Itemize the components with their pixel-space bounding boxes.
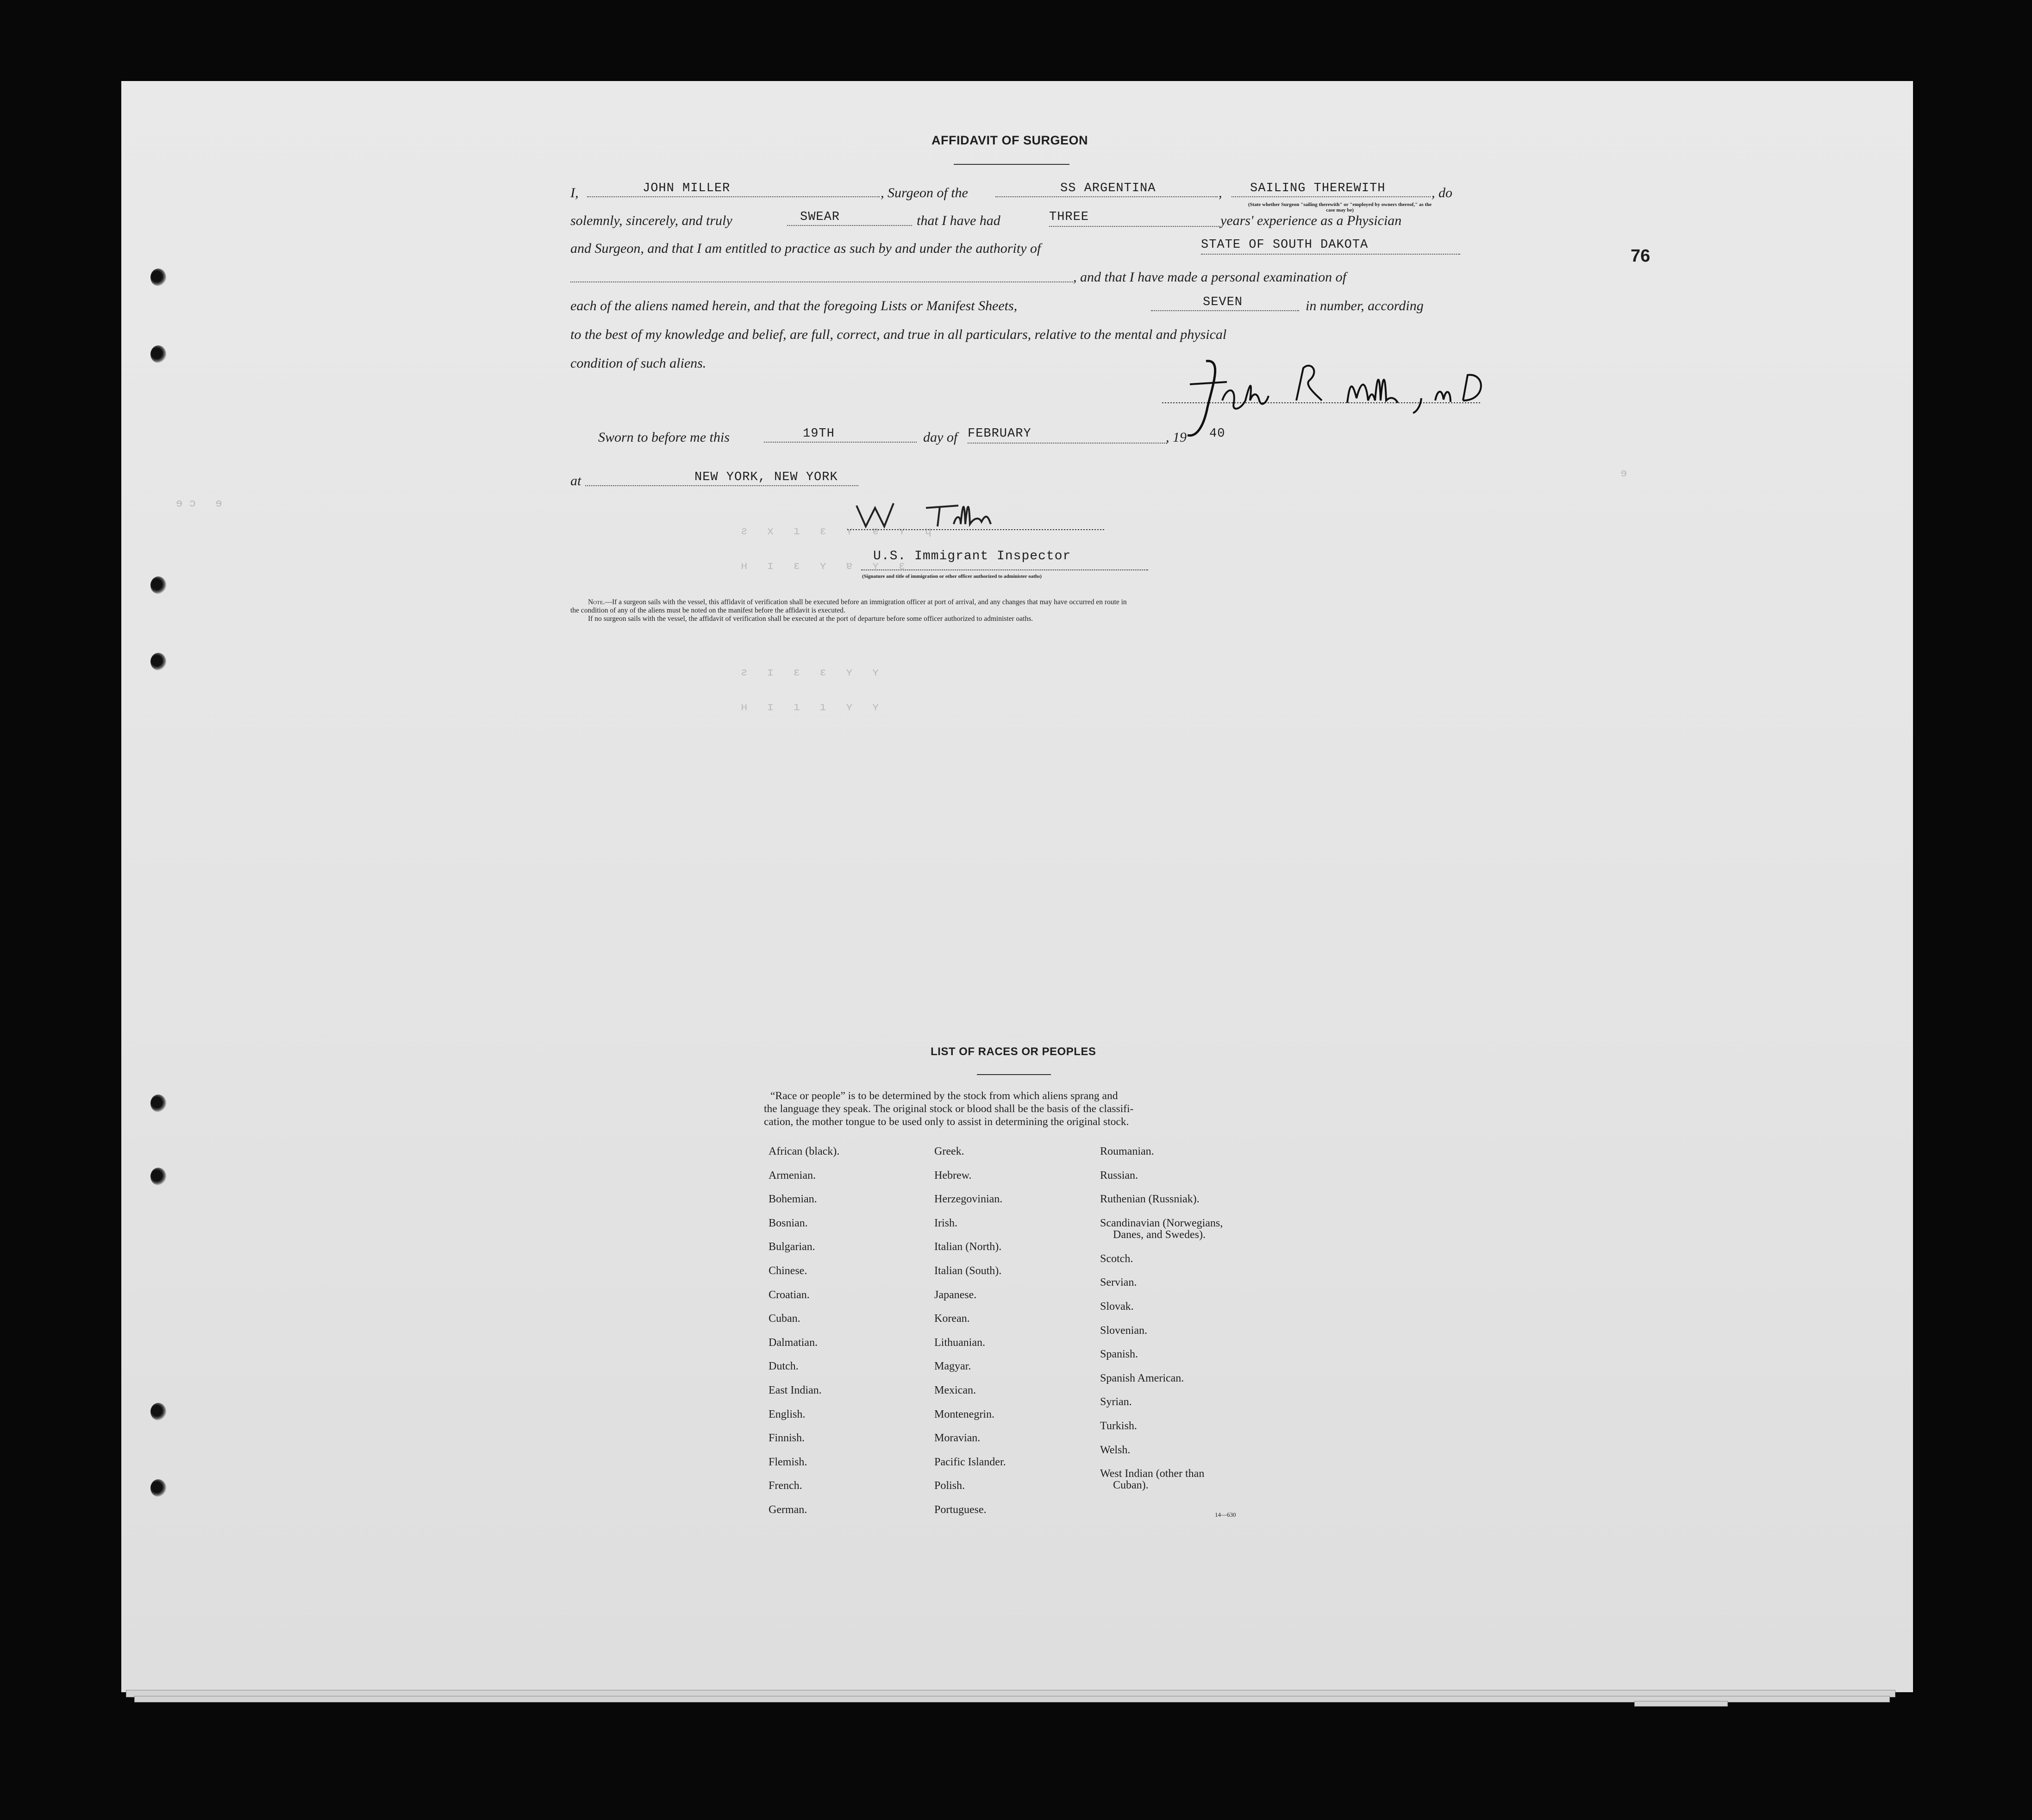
race-item-line: Scandinavian (Norwegians, bbox=[1100, 1217, 1223, 1229]
text-in-number: in number, according bbox=[1306, 298, 1424, 313]
race-item-line: Syrian. bbox=[1100, 1396, 1132, 1408]
text-best-knowledge: to the best of my knowledge and belief, are full, correct, and true in all particulars, relative to the mental and physical bbox=[570, 327, 1227, 342]
race-item bbox=[1100, 1276, 1137, 1289]
vessel-field: SS ARGENTINA bbox=[995, 181, 1218, 197]
race-item: East Indian. bbox=[769, 1384, 822, 1396]
race-item-line: Slovak. bbox=[1100, 1301, 1134, 1313]
race-item: Japanese. bbox=[934, 1288, 977, 1301]
race-item-line: Welsh. bbox=[1100, 1444, 1131, 1456]
race-item bbox=[1100, 1193, 1200, 1206]
affidavit-note bbox=[588, 598, 1127, 606]
races-intro-line-1: “Race or people” is to be determined by the stock from which aliens sprang and bbox=[770, 1090, 1118, 1102]
race-item bbox=[1100, 1253, 1133, 1265]
affidavit-title: AFFIDAVIT OF SURGEON bbox=[932, 133, 1088, 147]
oath-field: SWEAR bbox=[787, 209, 912, 226]
race-item: French. bbox=[769, 1480, 802, 1492]
years-field: THREE bbox=[1049, 209, 1220, 227]
title-rule bbox=[954, 164, 1069, 165]
form-number: 14—630 bbox=[1215, 1511, 1236, 1518]
race-item-line: Slovenian. bbox=[1100, 1324, 1147, 1337]
race-item: Finnish. bbox=[769, 1432, 805, 1445]
race-item: Korean. bbox=[934, 1313, 970, 1325]
race-item: Irish. bbox=[934, 1217, 957, 1229]
race-item: Armenian. bbox=[769, 1169, 816, 1182]
note-line-1: —If a surgeon sails with the vessel, this affidavit of verification shall be executed before an immigration officer at port of arrival, and any changes that may have occurred en route in bbox=[605, 598, 1127, 606]
race-item bbox=[1100, 1372, 1184, 1385]
race-item bbox=[1100, 1325, 1147, 1337]
binder-hole bbox=[150, 653, 166, 670]
bleed-through-marks: ʜ ɪ ı ı ʏ ʏ bbox=[741, 701, 886, 714]
race-item: Flemish. bbox=[769, 1456, 807, 1468]
race-item-line: Servian. bbox=[1100, 1276, 1137, 1289]
race-item: Cuban. bbox=[769, 1313, 800, 1325]
race-item-line: West Indian (other than bbox=[1100, 1468, 1205, 1480]
race-item-line-continued: Danes, and Swedes). bbox=[1113, 1228, 1206, 1241]
sheets-field: SEVEN bbox=[1151, 294, 1299, 311]
race-item: Dalmatian. bbox=[769, 1336, 818, 1349]
officer-signature-drawing bbox=[847, 496, 1107, 533]
race-item bbox=[1100, 1145, 1154, 1158]
race-item bbox=[1100, 1217, 1223, 1240]
affidavit-note-line-3: If no surgeon sails with the vessel, the affidavit of verification shall be executed at the port of departure before some officer authorized to administer oaths. bbox=[588, 615, 1033, 623]
binder-hole bbox=[150, 1168, 166, 1185]
sworn-label: Sworn to before me this bbox=[598, 430, 730, 445]
race-item: African (black). bbox=[769, 1145, 840, 1157]
race-item: Hebrew. bbox=[934, 1169, 972, 1182]
race-item: English. bbox=[769, 1408, 806, 1420]
race-item bbox=[1100, 1444, 1130, 1457]
race-item: Magyar. bbox=[934, 1360, 971, 1373]
race-item-line: Russian. bbox=[1100, 1169, 1138, 1182]
race-item-line: Roumanian. bbox=[1100, 1145, 1154, 1157]
at-label: at bbox=[570, 473, 581, 488]
officer-caption: (Signature and title of immigration or other officer authorized to administer oaths) bbox=[862, 574, 1042, 579]
authority-field: STATE OF SOUTH DAKOTA bbox=[1201, 237, 1460, 255]
race-item bbox=[1100, 1170, 1138, 1182]
races-title-rule bbox=[977, 1074, 1051, 1075]
authority-field-continued bbox=[570, 265, 1073, 282]
text-surgeon-of: , Surgeon of the bbox=[881, 185, 968, 200]
binder-hole bbox=[150, 576, 166, 594]
race-item-line: Turkish. bbox=[1100, 1420, 1137, 1432]
sworn-month-field: FEBRUARY bbox=[968, 426, 1167, 444]
binder-hole bbox=[150, 345, 166, 363]
text-had: that I have had bbox=[917, 213, 1000, 228]
bleed-through-marks: ƨ ɪ ɛ ɛ ʏ ʏ bbox=[741, 667, 886, 679]
year-suffix: 40 bbox=[1209, 427, 1225, 441]
binder-hole bbox=[150, 1479, 166, 1497]
capacity-note bbox=[1247, 202, 1432, 213]
race-item: Bulgarian. bbox=[769, 1241, 815, 1253]
text-years-experience: years' experience as a Physician bbox=[1220, 213, 1402, 228]
race-item: Montenegrin. bbox=[934, 1408, 994, 1420]
binder-hole bbox=[150, 1095, 166, 1112]
race-item bbox=[1100, 1348, 1138, 1361]
race-item: Dutch. bbox=[769, 1360, 799, 1373]
race-item: Moravian. bbox=[934, 1432, 981, 1445]
race-item: Greek. bbox=[934, 1145, 964, 1157]
officer-signature bbox=[847, 496, 1107, 533]
race-item bbox=[1100, 1420, 1137, 1432]
page-edge-2 bbox=[134, 1696, 1890, 1702]
text-and-surgeon: and Surgeon, and that I am entitled to practice as such by and under the authority of bbox=[570, 241, 1041, 256]
page-number: 76 bbox=[1631, 246, 1651, 266]
officer-title: U.S. Immigrant Inspector bbox=[873, 549, 1071, 563]
race-item-line-continued: Cuban). bbox=[1113, 1479, 1149, 1492]
text-do: , do bbox=[1432, 185, 1452, 200]
page-edge-3 bbox=[1634, 1701, 1728, 1707]
capacity-field: SAILING THEREWITH bbox=[1232, 181, 1431, 197]
day-of-label: day of bbox=[923, 430, 958, 445]
sworn-day-field: 19TH bbox=[764, 426, 917, 443]
race-item: Italian (South). bbox=[934, 1265, 1002, 1277]
surgeon-name-field: JOHN MILLER bbox=[587, 181, 880, 197]
race-item: Polish. bbox=[934, 1480, 965, 1492]
race-item: Lithuanian. bbox=[934, 1336, 985, 1349]
text-condition: condition of such aliens. bbox=[570, 356, 707, 371]
race-item: Portuguese. bbox=[934, 1504, 987, 1516]
text-comma: , bbox=[1219, 185, 1222, 200]
text-solemnly: solemnly, sincerely, and truly bbox=[570, 213, 732, 228]
document-sheet bbox=[121, 81, 1913, 1692]
race-item-line: Spanish American. bbox=[1100, 1372, 1184, 1384]
bleed-through-marks: ƨ x ı ɛ ʏ ɐ ʏ ɥ bbox=[741, 525, 938, 538]
binder-hole bbox=[150, 269, 166, 286]
race-item: Bosnian. bbox=[769, 1217, 808, 1229]
race-item bbox=[1100, 1301, 1134, 1313]
capacity-note-text: (State whether Surgeon "sailing therewith" or "employed by owners thereof," as the case may be) bbox=[1248, 202, 1432, 213]
races-intro-line-2: the language they speak. The original stock or blood shall be the basis of the classifi- bbox=[764, 1103, 1134, 1115]
officer-rule bbox=[861, 569, 1148, 570]
note-label: Note. bbox=[588, 598, 605, 606]
race-item-line: Spanish. bbox=[1100, 1348, 1138, 1361]
bleed-through-marks: ɘɔ ɘ bbox=[176, 498, 229, 510]
race-item-line: Scotch. bbox=[1100, 1252, 1133, 1265]
race-item: German. bbox=[769, 1504, 807, 1516]
race-item: Croatian. bbox=[769, 1288, 810, 1301]
races-title: LIST OF RACES OR PEOPLES bbox=[931, 1045, 1096, 1058]
race-item: Mexican. bbox=[934, 1384, 976, 1396]
affidavit-note-line-2: the condition of any of the aliens must be noted on the manifest before the affidavit is executed. bbox=[570, 607, 845, 614]
race-item: Chinese. bbox=[769, 1265, 807, 1277]
race-item bbox=[1100, 1468, 1204, 1490]
year-prefix: , 19 bbox=[1166, 430, 1187, 445]
race-item: Italian (North). bbox=[934, 1241, 1002, 1253]
bleed-through-marks: ɘ bbox=[1620, 468, 1634, 480]
place-field: NEW YORK, NEW YORK bbox=[585, 469, 858, 486]
race-item: Bohemian. bbox=[769, 1193, 817, 1206]
race-item-line: Ruthenian (Russniak). bbox=[1100, 1193, 1200, 1206]
text-personal-exam: , and that I have made a personal examination of bbox=[1073, 269, 1346, 285]
race-item bbox=[1100, 1396, 1132, 1408]
bleed-through-marks: ʜ ɪ ɛ ʏ ɐ ʏ ɛ bbox=[741, 560, 912, 573]
text-each-alien: each of the aliens named herein, and that the foregoing Lists or Manifest Sheets, bbox=[570, 298, 1018, 313]
race-item: Pacific Islander. bbox=[934, 1456, 1006, 1468]
binder-hole bbox=[150, 1403, 166, 1420]
races-intro-line-3: cation, the mother tongue to be used only to assist in determining the original stock. bbox=[764, 1116, 1129, 1128]
text-i: I, bbox=[570, 185, 579, 200]
race-item: Herzegovinian. bbox=[934, 1193, 1003, 1206]
